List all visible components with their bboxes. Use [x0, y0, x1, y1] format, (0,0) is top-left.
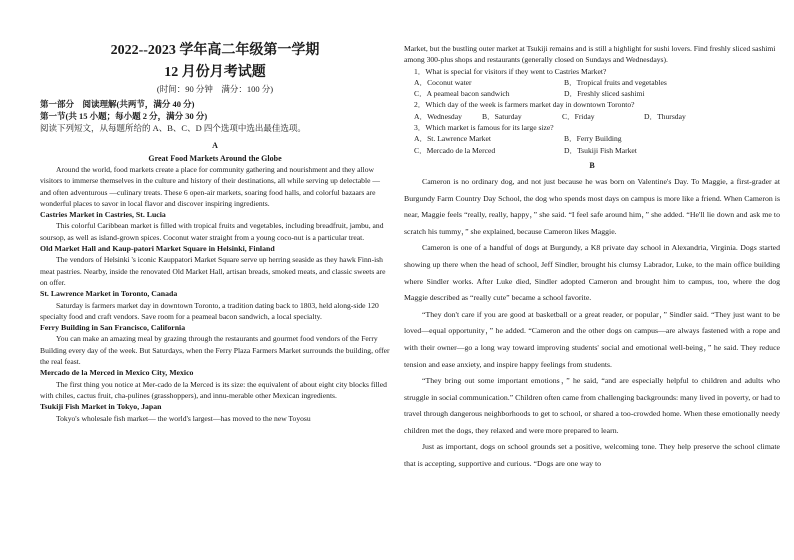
passage-b-paragraph: “They bring out some important emotions，” he said, “and are especially helpful to children and adults who struggle in social communication.” Children often came from challenging backgrounds: many lived in poverty, or had to travel through dangerous neighborhoods to get to school, or shared a too-crowded home. When these emotionally needy children met the dogs, they relaxed and were more prepared to learn.	[404, 376, 780, 435]
market-entry	[40, 367, 390, 401]
exam-meta: (时间：90 分钟 满分：100 分)	[156, 84, 274, 94]
answer-option[interactable]: A．Coconut water	[414, 77, 472, 87]
question-stem: 3．Which market is famous for its large size?	[414, 123, 554, 133]
market-heading: Castries Market in Castries, St. Lucia	[40, 210, 166, 220]
market-heading: Old Market Hall and Kaup-patori Market Square in Helsinki, Finland	[40, 244, 275, 254]
answer-option[interactable]: B．Saturday	[482, 111, 522, 121]
answer-option[interactable]: D．Freshly sliced sashimi	[564, 89, 645, 99]
passage-b-paragraph: “They don't care if you are good at basketball or a great reader, or popular，” Sindler said. “They just want to be loved—equal opportunity，” he added. “Cameron and the other dogs on campus—are always fastened with a rope and with their owner—go a long way toward improving students' social and emotional well-being，” he said. They reduce tension and ease anxiety, and inspire happy feelings from students.	[404, 309, 780, 369]
exam-title: 2022--2023 学年高二年级第一学期	[110, 43, 320, 58]
part-heading: 第一部分 阅读理解(共两节，满分 40 分)	[40, 99, 195, 109]
answer-option[interactable]: B．Ferry Building	[564, 134, 622, 144]
passage-a-title: Great Food Markets Around the Globe	[148, 154, 282, 163]
market-text: Saturday is farmers market day in downtown Toronto, a tradition dating back to 1803, held along-side 120 specialty food and craft vendors. Save room for a peameal bacon sandwich, a local specialty.	[40, 300, 379, 321]
answer-option[interactable]: D．Tsukiji Fish Market	[564, 145, 637, 155]
passage-a-continuation: Market, but the bustling outer market at Tsukiji remains and is still a highlight for sushi lovers. Find freshly sliced sashimi among 300-plus shops and restaurants (generally closed on Sundays and Wednesdays).	[404, 44, 776, 65]
passage-b-paragraph: Cameron is one of a handful of dogs at Burgundy, a K8 private day school in Alexandria, Virginia. Dogs started showing up there when the head of school, Jeff Sindler, brought his clumsy Labrador, Luke, to the main office building where Sindler works. After Luke died, Sindler adopted Cameron and brought him to campus, too, where the dog Maggie described as “really cute” became a school favorite.	[404, 243, 780, 303]
market-entry	[40, 322, 390, 367]
market-text: The vendors of Helsinki 's iconic Kauppatori Market Square serve up herring seaside as they hawk Finn-ish meat pastries. Nearby, inside the renovated Old Market Hall, artisan breads, smoked meats, and classic sweets are on offer.	[40, 255, 386, 287]
answer-option[interactable]: C．Friday	[562, 111, 595, 121]
answer-options	[404, 77, 780, 100]
market-text: This colorful Caribbean market is filled with tropical fruits and vegetables, including breadfruit, jambu, and soursop, as well as island-grown spices. Coconut water straight from a young coco-nut is a particular treat.	[40, 221, 384, 242]
market-entry	[40, 243, 390, 288]
passage-a-intro: Around the world, food markets create a place for community gathering and nourishment and they allow visitors to immerse themselves in the culture and history of their destinations, all while serving up delectable —and often adventurous —culinary treats. These 6 open-air markets, soaring food halls, and colorful bazaars are wonderful places to savor in local flavor and discover inspiring ingredients.	[40, 165, 380, 208]
market-entry	[40, 209, 390, 243]
passage-b-paragraph: Cameron is no ordinary dog, and not just because he was born on Valentine's Day. To Maggie, a first-grader at Burgundy Farm Country Day School, the dog who spends most days on campus is more like a friend. When Cameron is near, Maggie feels “really, really, happy，” she said. “I feel safe around him，” she added. “He'll lie down and ask me to scratch his tummy，” she explained, because Cameron likes Maggie.	[404, 176, 780, 236]
market-heading: Ferry Building in San Francisco, California	[40, 323, 186, 333]
market-entry	[40, 288, 390, 322]
question	[404, 122, 780, 156]
exam-subtitle: 12 月份月考试题	[164, 65, 266, 80]
answer-option[interactable]: C．A peameal bacon sandwich	[414, 89, 510, 99]
question	[404, 99, 780, 122]
answer-options	[404, 111, 780, 122]
question	[404, 66, 780, 100]
question-stem: 2．Which day of the week is farmers market day in downtown Toronto?	[414, 100, 635, 110]
market-heading: Tsukiji Fish Market in Tokyo, Japan	[40, 402, 162, 412]
answer-option[interactable]: C．Mercado de la Merced	[414, 145, 496, 155]
answer-option[interactable]: A．Wednesday	[414, 111, 462, 121]
passage-b-letter: B	[589, 160, 595, 170]
market-text: Tokyo's wholesale fish market— the world's largest—has moved to the new Toyosu	[56, 413, 311, 423]
instruction-text: 阅读下列短文，从每题所给的 A、B、C、D 四个选项中选出最佳选项。	[40, 123, 306, 133]
subsection-heading: 第一节(共 15 小题；每小题 2 分，满分 30 分)	[40, 111, 208, 121]
answer-options	[404, 133, 780, 156]
right-column	[404, 43, 780, 473]
answer-option[interactable]: B．Tropical fruits and vegetables	[564, 77, 667, 87]
market-text: The first thing you notice at Mer-cado de la Merced is its size: the equivalent of about eight city blocks filled with chiles, cactus fruit, cha-pulines (grasshoppers), and innu-merable other Mexican ingredients.	[40, 379, 387, 400]
passage-b-paragraph: Just as important, dogs on school grounds set a positive, welcoming tone. They help preserve the school climate that is accepting, supportive and curious. “Dogs are one way to	[404, 442, 780, 469]
question-stem: 1．What is special for visitors if they went to Castries Market?	[414, 66, 607, 76]
market-heading: Mercado de la Merced in Mexico City, Mexico	[40, 368, 194, 378]
market-heading: St. Lawrence Market in Toronto, Canada	[40, 289, 178, 299]
passage-a-letter: A	[212, 141, 218, 150]
answer-option[interactable]: A．St. Lawrence Market	[414, 134, 491, 144]
market-text: You can make an amazing meal by grazing through the restaurants and gourmet food vendors of the Ferry Building every day of the week. But Saturdays, when the Ferry Plaza Farmers Market surrounds the building, offer the real feast.	[40, 334, 390, 367]
left-column	[40, 42, 390, 424]
market-entry	[40, 401, 390, 424]
answer-option[interactable]: D．Thursday	[644, 111, 686, 121]
